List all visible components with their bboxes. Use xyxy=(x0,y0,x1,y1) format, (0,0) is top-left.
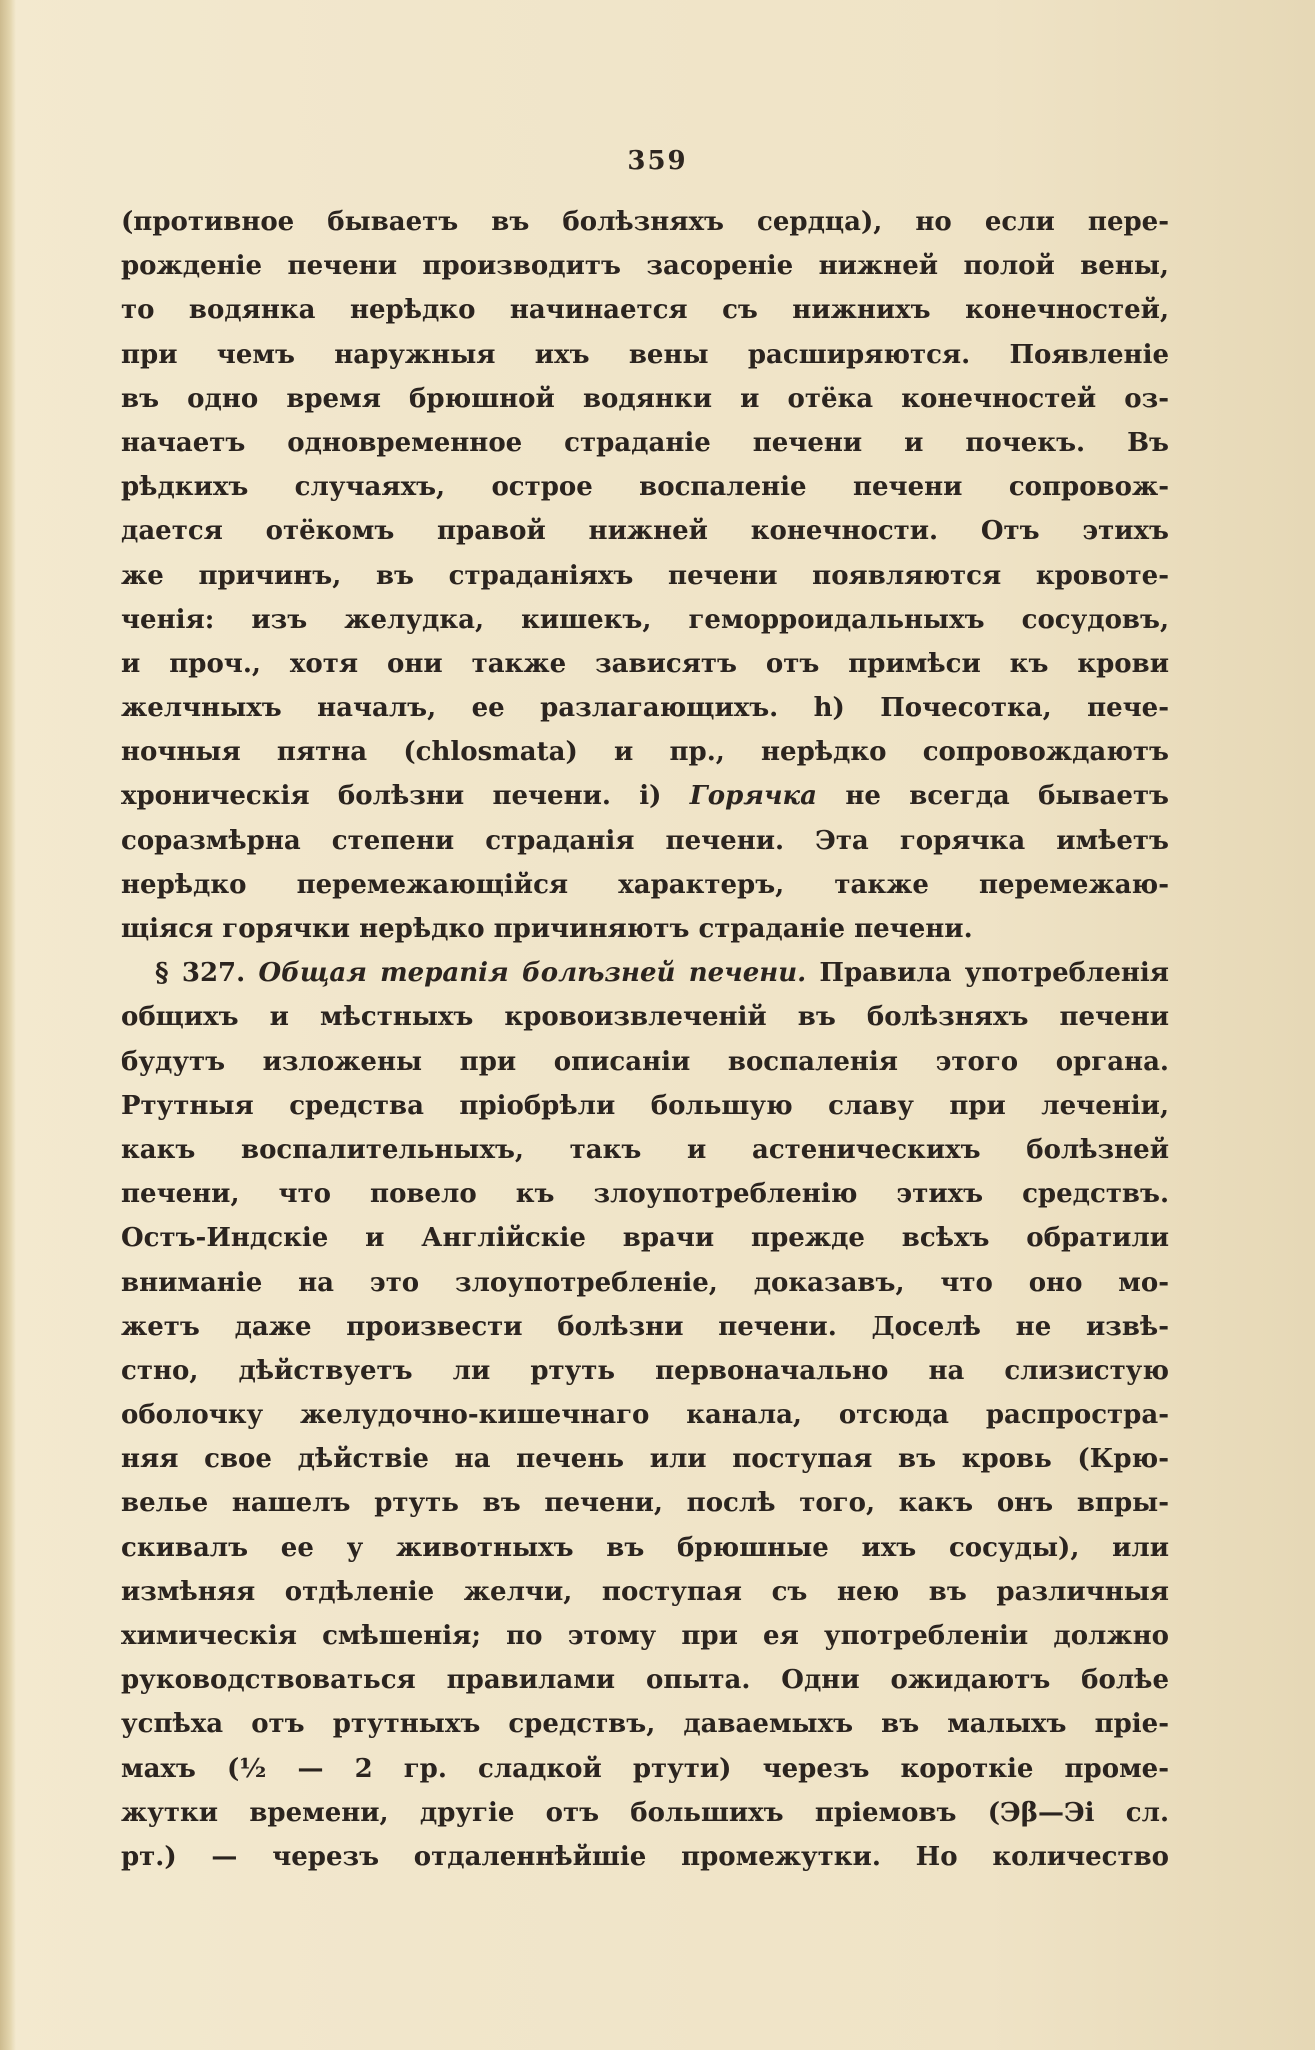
section-title: Общая терапія болѣзней печени. xyxy=(258,958,807,989)
text-line: ченія: изъ желудка, кишекъ, геморроидальныхъ сосудовъ, xyxy=(121,604,1169,635)
text-line: успѣха отъ ртутныхъ средствъ, даваемыхъ въ малыхъ пріе- xyxy=(121,1709,1169,1740)
section-heading-line xyxy=(121,951,1169,995)
text-segment: не всегда бываетъ xyxy=(817,781,1169,812)
text-line: жутки времени, другіе отъ большихъ пріемовъ (Эβ—Эі сл. xyxy=(121,1797,1169,1828)
text-segment: Правила употребленія xyxy=(806,958,1169,989)
text-line: печени, что повело къ злоупотребленію этихъ средствъ. xyxy=(121,1179,1169,1210)
text-line: (противное бываетъ въ болѣзняхъ сердца), но если пере- xyxy=(121,207,1169,237)
text-segment: хроническія болѣзни печени. i) xyxy=(121,781,690,812)
text-line: какъ воспалительныхъ, такъ и астеническихъ болѣзней xyxy=(121,1134,1169,1165)
text-line: и проч., хотя они также зависятъ отъ примѣси къ крови xyxy=(121,648,1169,679)
text-line: дается отёкомъ правой нижней конечности. Отъ этихъ xyxy=(121,516,1169,547)
text-line: вниманіе на это злоупотребленіе, доказавъ, что оно мо- xyxy=(121,1267,1169,1298)
text-line: рт.) — черезъ отдаленнѣйшіе промежутки. Но количество xyxy=(121,1841,1169,1872)
text-line: скивалъ ее у животныхъ въ брюшные ихъ сосуды), или xyxy=(121,1532,1169,1563)
text-line: начаетъ одновременное страданіе печени и почекъ. Въ xyxy=(121,427,1169,458)
italic-term: Горячка xyxy=(689,781,817,812)
text-line: велье нашелъ ртуть въ печени, послѣ того, какъ онъ впры- xyxy=(121,1488,1169,1519)
text-line xyxy=(121,774,1169,818)
page-edge xyxy=(0,0,16,2050)
text-line: няя свое дѣйствіе на печень или поступая въ кровь (Крю- xyxy=(121,1444,1169,1475)
text-line: будутъ изложены при описаніи воспаленія этого органа. xyxy=(121,1046,1169,1077)
page-number: 359 xyxy=(627,146,688,176)
body-text xyxy=(121,200,1169,1879)
text-line: же причинъ, въ страданіяхъ печени появляются кровоте- xyxy=(121,560,1169,591)
text-line: стно, дѣйствуетъ ли ртуть первоначально на слизистую xyxy=(121,1355,1169,1386)
text-line: руководствоваться правилами опыта. Одни ожидаютъ болѣе xyxy=(121,1665,1169,1696)
text-line: Ртутныя средства пріобрѣли большую славу при леченіи, xyxy=(121,1090,1169,1121)
text-line: въ одно время брюшной водянки и отёка конечностей оз- xyxy=(121,383,1169,414)
section-number: § 327. xyxy=(155,958,259,989)
text-line: соразмѣрна степени страданія печени. Эта горячка имѣетъ xyxy=(121,825,1169,856)
text-line: оболочку желудочно-кишечнаго канала, отсюда распростра- xyxy=(121,1400,1169,1431)
text-line: махъ (½ — 2 гр. сладкой ртути) черезъ короткіе проме- xyxy=(121,1753,1169,1784)
text-line: рѣдкихъ случаяхъ, острое воспаленіе печени сопровож- xyxy=(121,472,1169,503)
text-line: измѣняя отдѣленіе желчи, поступая съ нею въ различныя xyxy=(121,1576,1169,1607)
text-line: рожденіе печени производитъ засореніе нижней полой вены, xyxy=(121,251,1169,282)
text-line: желчныхъ началъ, ее разлагающихъ. h) Почесотка, пече- xyxy=(121,693,1169,724)
text-line: химическія смѣшенія; по этому при ея употребленіи должно xyxy=(121,1621,1169,1651)
text-line: нерѣдко перемежающійся характеръ, также перемежаю- xyxy=(121,869,1169,900)
text-line: Остъ-Индскіе и Англійскіе врачи прежде всѣхъ обратили xyxy=(121,1223,1169,1254)
text-line: общихъ и мѣстныхъ кровоизвлеченій въ болѣзняхъ печени xyxy=(121,1002,1169,1033)
text-line: жетъ даже произвести болѣзни печени. Доселѣ не извѣ- xyxy=(121,1311,1169,1342)
text-line: то водянка нерѣдко начинается съ нижнихъ конечностей, xyxy=(121,295,1169,326)
text-line: щіяся горячки нерѣдко причиняютъ страданіе печени. xyxy=(121,914,973,944)
text-line: ночныя пятна (chlosmata) и пр., нерѣдко сопровождаютъ xyxy=(121,737,1169,768)
text-line: при чемъ наружныя ихъ вены расширяются. Появленіе xyxy=(121,339,1169,370)
